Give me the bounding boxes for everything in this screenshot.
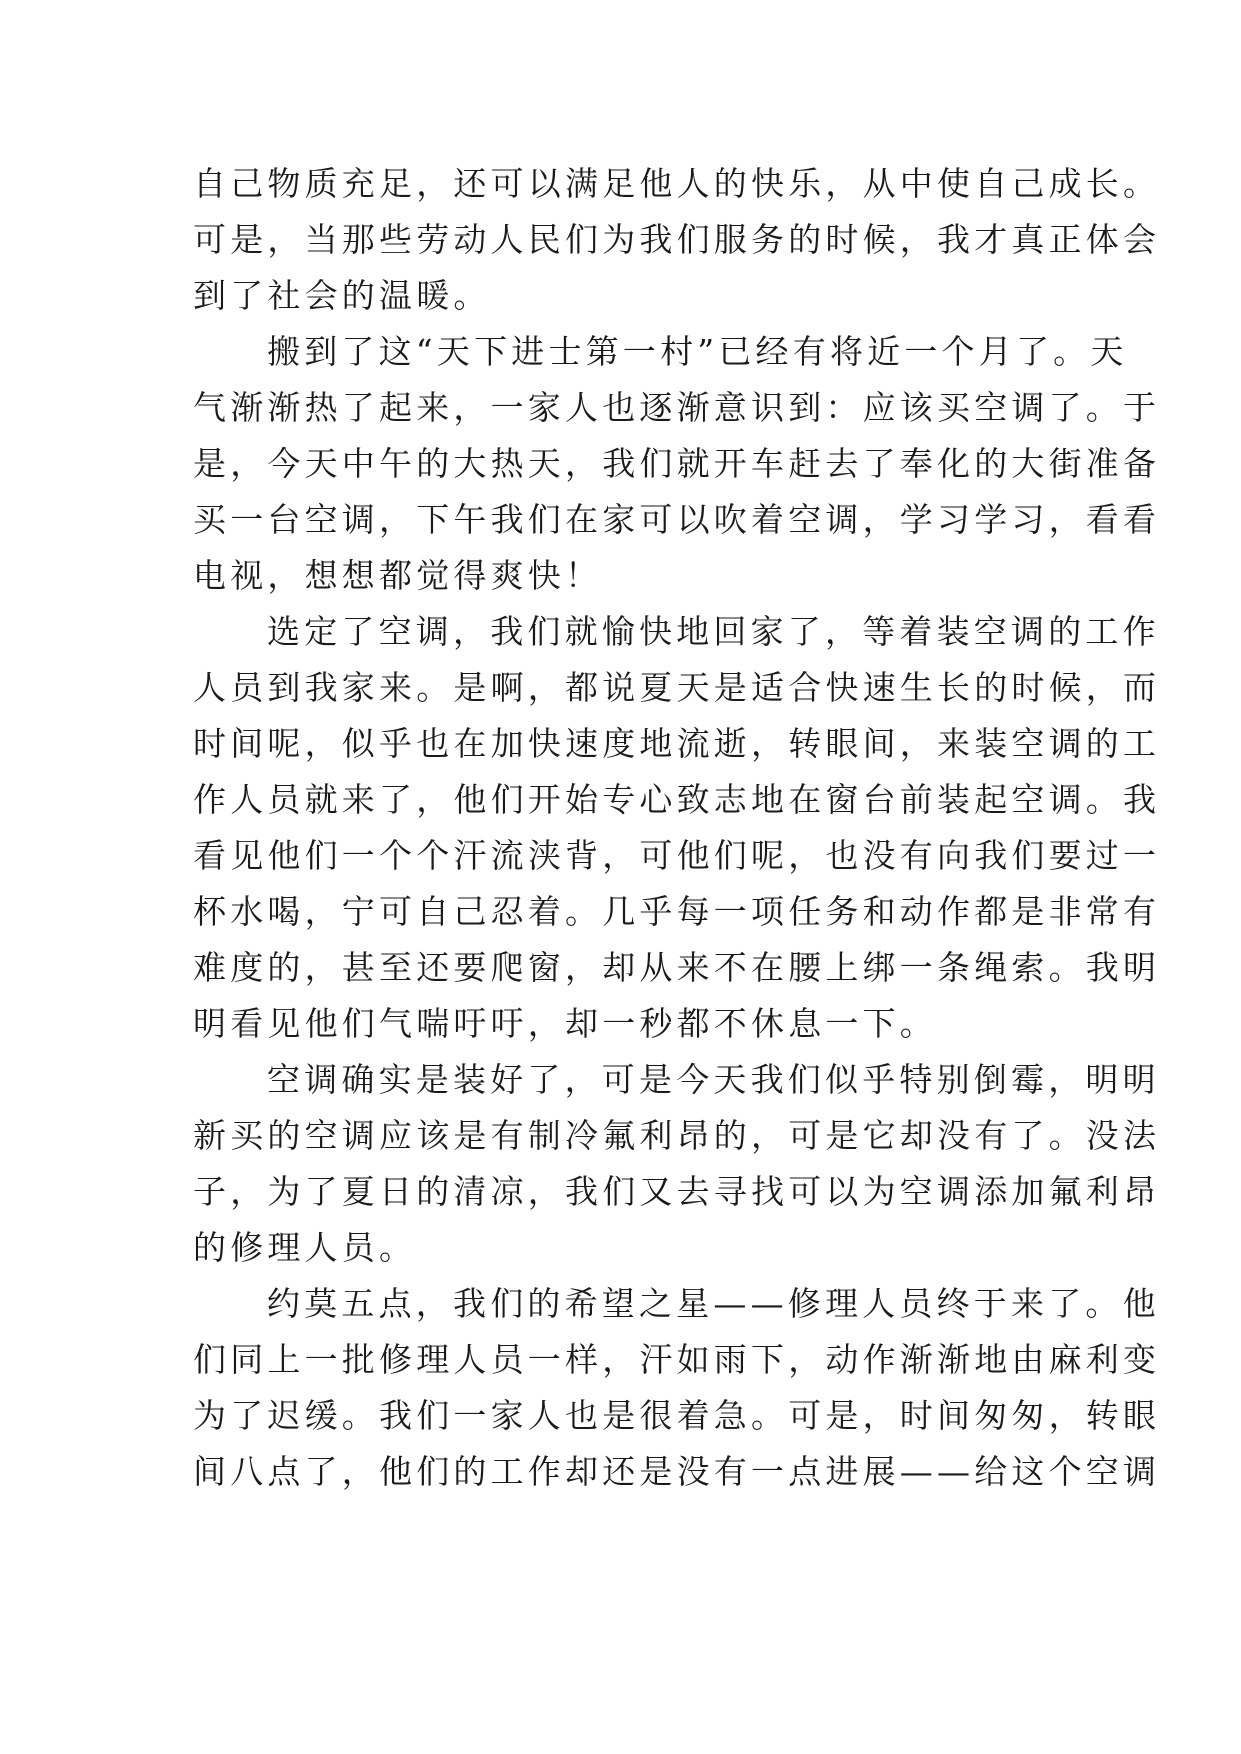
text-line: 自己物质充足，还可以满足他人的快乐，从中使自己成长。 xyxy=(193,164,1161,203)
text-line: 气渐渐热了起来，一家人也逐渐意识到：应该买空调了。于 xyxy=(193,388,1161,427)
text-line: 人员到我家来。是啊，都说夏天是适合快速生长的时候，而 xyxy=(193,668,1161,707)
text-line: 间八点了，他们的工作却还是没有一点进展——给这个空调 xyxy=(193,1452,1161,1491)
text-line: 可是，当那些劳动人民们为我们服务的时候，我才真正体会 xyxy=(193,220,1161,259)
text-line: 时间呢，似乎也在加快速度地流逝，转眼间，来装空调的工 xyxy=(193,724,1161,763)
text-line: 是，今天中午的大热天，我们就开车赶去了奉化的大街准备 xyxy=(193,444,1161,483)
text-line: 电视，想想都觉得爽快！ xyxy=(193,556,603,595)
text-line: 们同上一批修理人员一样，汗如雨下，动作渐渐地由麻利变 xyxy=(193,1340,1161,1379)
text-line: 难度的，甚至还要爬窗，却从来不在腰上绑一条绳索。我明 xyxy=(193,948,1161,987)
paragraph-first-line: 选定了空调，我们就愉快地回家了，等着装空调的工作 xyxy=(267,612,1160,651)
text-line: 的修理人员。 xyxy=(193,1228,417,1267)
text-line: 为了迟缓。我们一家人也是很着急。可是，时间匆匆，转眼 xyxy=(193,1396,1161,1435)
paragraph-first-line: 约莫五点，我们的希望之星——修理人员终于来了。他 xyxy=(267,1284,1160,1323)
text-line: 杯水喝，宁可自己忍着。几乎每一项任务和动作都是非常有 xyxy=(193,892,1161,931)
text-line: 看见他们一个个汗流浃背，可他们呢，也没有向我们要过一 xyxy=(193,836,1161,875)
paragraph-first-line: 搬到了这“天下进士第一村”已经有将近一个月了。天 xyxy=(267,332,1128,371)
text-line: 买一台空调，下午我们在家可以吹着空调，学习学习，看看 xyxy=(193,500,1161,539)
text-line: 子，为了夏日的清凉，我们又去寻找可以为空调添加氟利昂 xyxy=(193,1172,1161,1211)
paragraph-first-line: 空调确实是装好了，可是今天我们似乎特别倒霉，明明 xyxy=(267,1060,1160,1099)
text-line: 明看见他们气喘吁吁，却一秒都不休息一下。 xyxy=(193,1004,937,1043)
text-line: 作人员就来了，他们开始专心致志地在窗台前装起空调。我 xyxy=(193,780,1161,819)
text-line: 新买的空调应该是有制冷氟利昂的，可是它却没有了。没法 xyxy=(193,1116,1161,1155)
text-line: 到了社会的温暖。 xyxy=(193,276,491,315)
